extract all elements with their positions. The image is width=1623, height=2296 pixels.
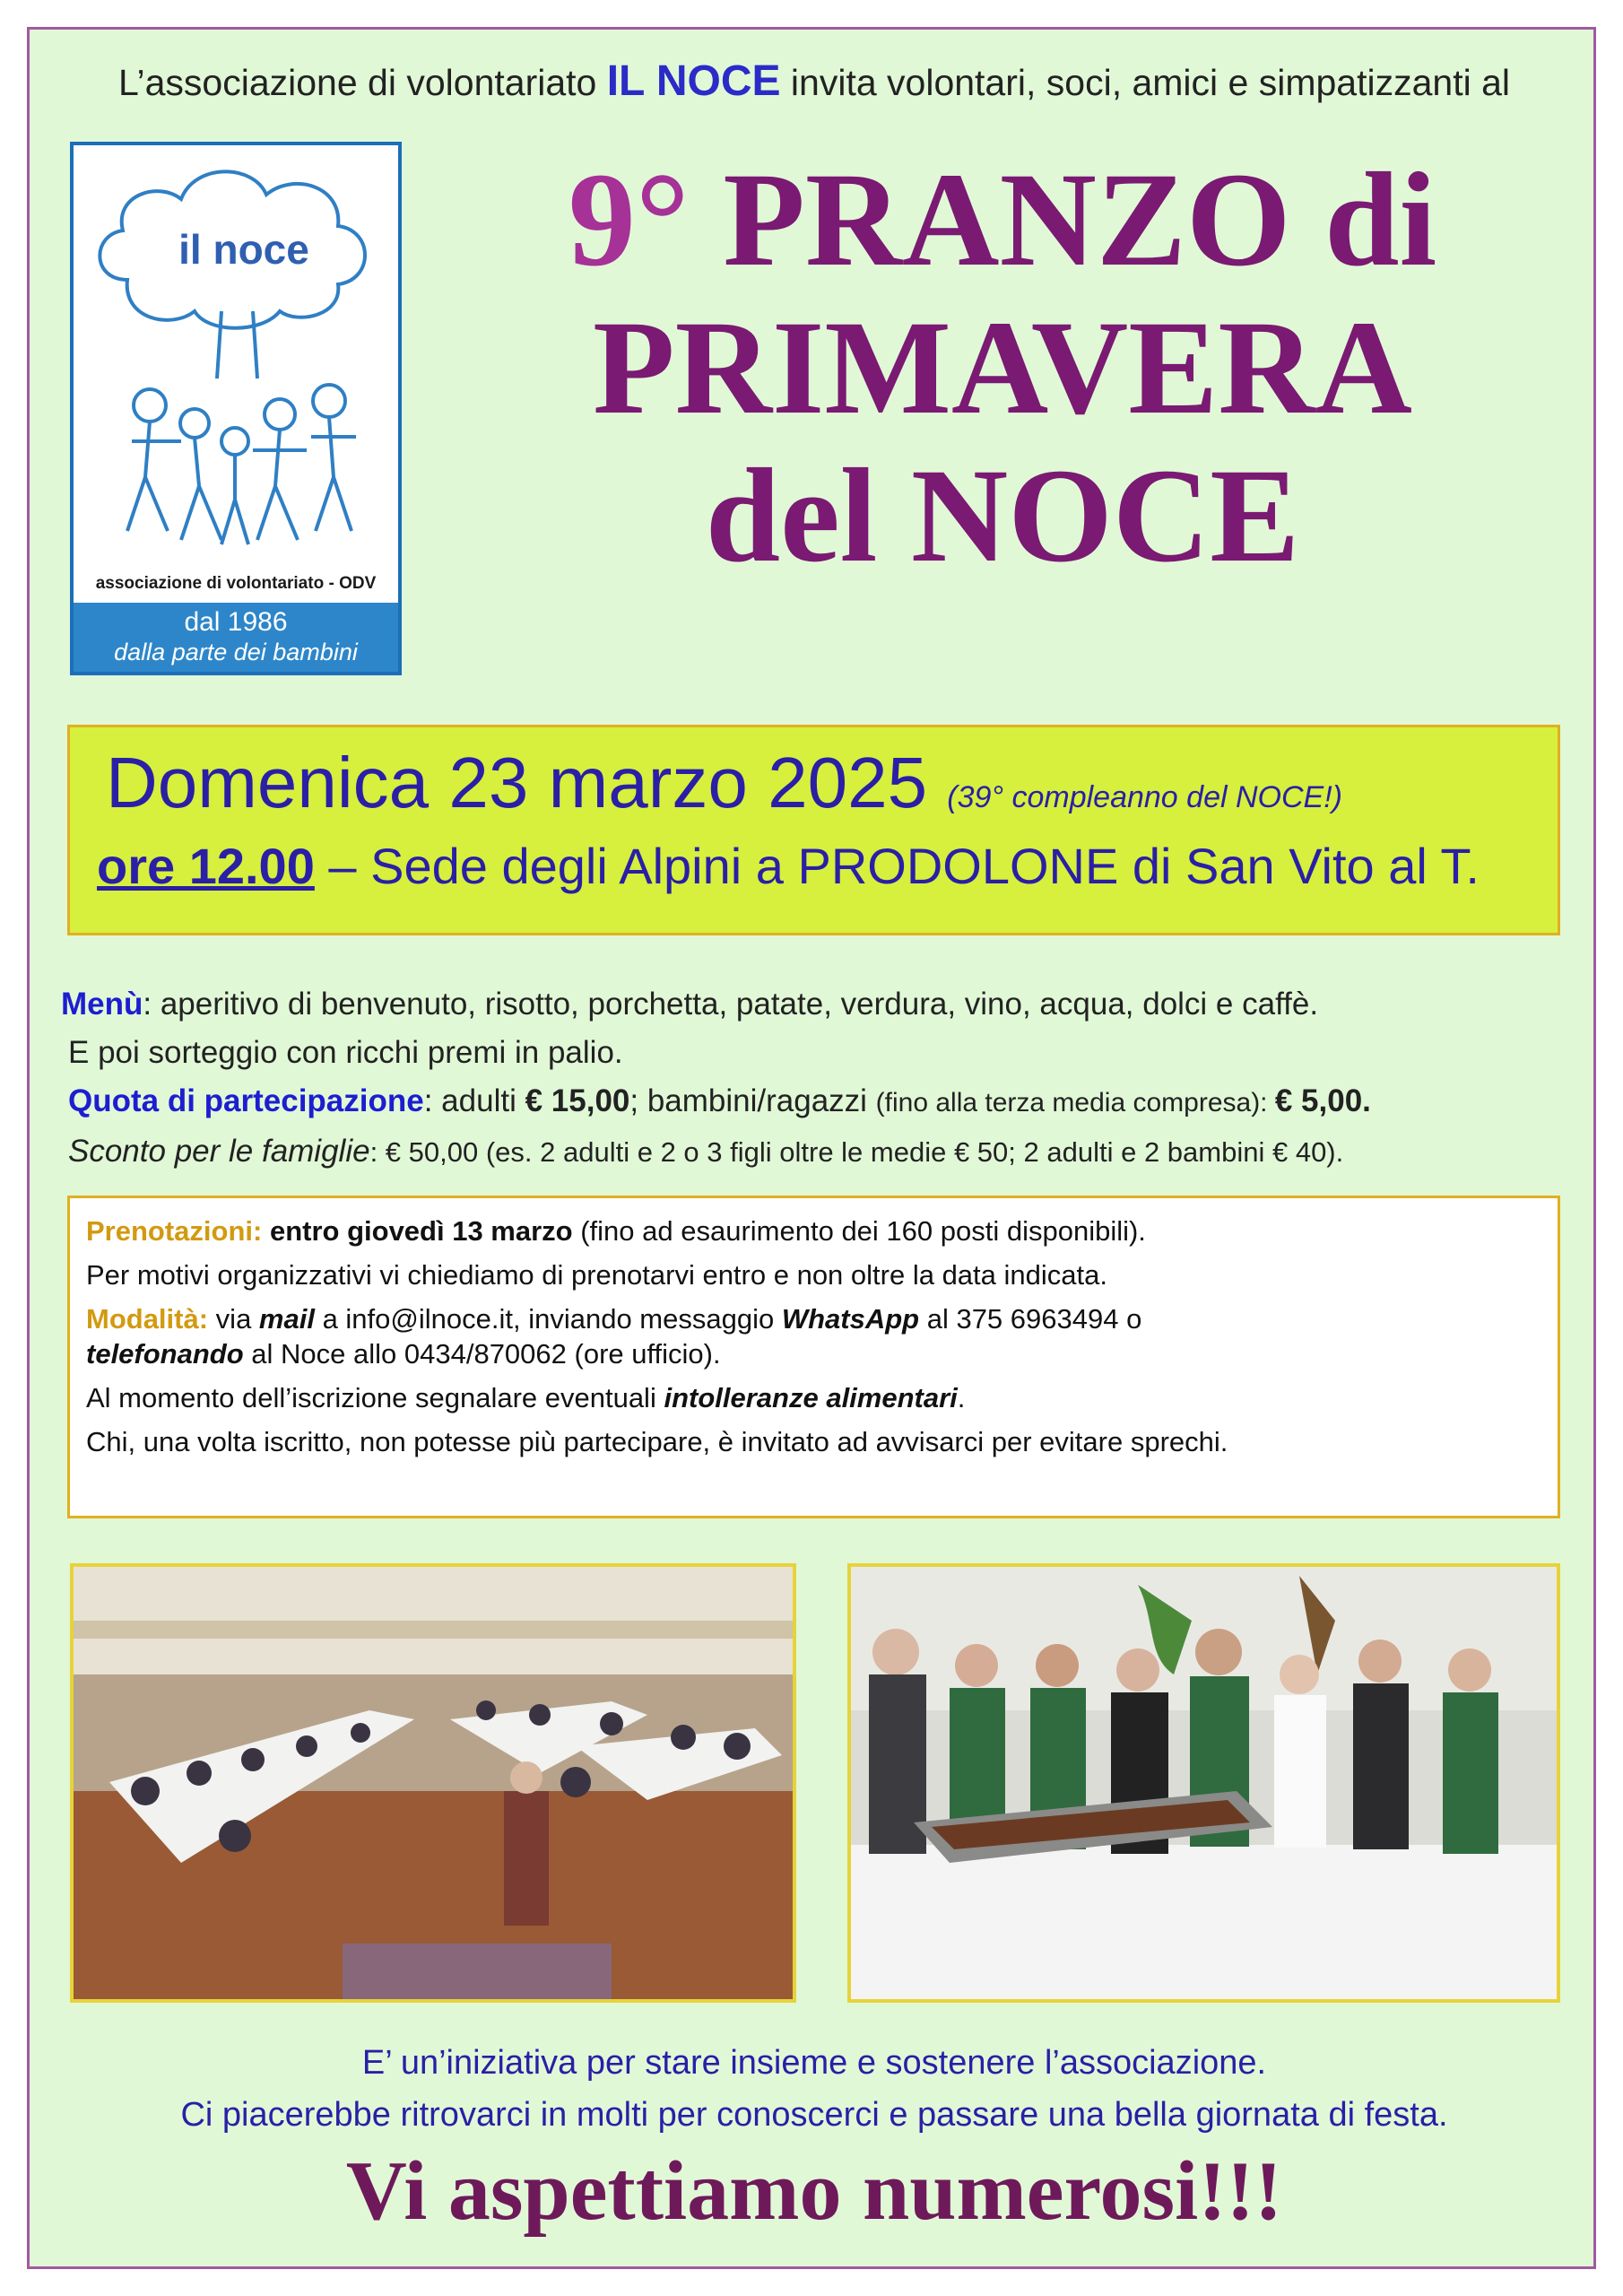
final-invite: Vi aspettiamo numerosi!!!	[345, 2144, 1283, 2238]
discount-line: Sconto per le famiglie: € 50,00 (es. 2 adulti e 2 o 3 figli oltre le medie € 50; 2 adulti e 2 bambini € 40).	[68, 1134, 1344, 1169]
photo-dining-hall	[70, 1563, 796, 2003]
event-date: Domenica 23 marzo 2025 (39° compleanno del NOCE!)	[106, 743, 1342, 822]
logo-band	[74, 603, 398, 672]
logo-since: dal 1986	[184, 607, 288, 637]
intro-line: L’associazione di volontariato IL NOCE invita volontari, soci, amici e simpatizzanti al	[117, 57, 1511, 105]
logo-name: il noce	[178, 226, 309, 273]
org-name: IL NOCE	[606, 57, 781, 105]
closing-text: E’ un’iniziativa per stare insieme e sostenere l’associazione. Ci piacerebbe ritrovarci in molti per conoscerci e passare una bella giornata di festa.	[180, 2044, 1448, 2134]
menu-section	[61, 980, 1585, 1177]
quota-line: Quota di partecipazione: adulti € 15,00; bambini/ragazzi (fino alla terza media compresa): € 5,00.	[68, 1083, 1371, 1118]
lottery-line: E poi sorteggio con ricchi premi in palio.	[68, 1035, 623, 1070]
event-time-location	[97, 837, 1480, 895]
phone-number[interactable]: al Noce allo 0434/870062 (ore ufficio).	[243, 1338, 721, 1370]
booking-box: Prenotazioni: entro giovedì 13 marzo (fino ad esaurimento dei 160 posti disponibili). Per motivi organizzativi vi chiediamo di prenotarvi entro e non oltre la data indicata. Modalità: via mail a info@ilnoce.it, inviando messaggio WhatsApp al 375 6963494 o telefonando al Noce allo 0434/870062 (ore ufficio). Al momento dell’iscrizione segnalare eventuali intolleranze alimentari. Chi, una volta iscritto, non potesse più partecipare, è invitato ad avvisarci per evitare sprechi.	[67, 1196, 1560, 1518]
event-note: (39° compleanno del NOCE!)	[947, 780, 1342, 814]
logo-subtitle: associazione di volontariato - ODV	[95, 574, 377, 593]
tree-children-icon	[74, 145, 398, 567]
association-logo	[70, 142, 402, 675]
poster	[27, 27, 1596, 2269]
page-title: 9° PRANZO di PRIMAVERA del NOCE	[568, 145, 1437, 590]
logo-slogan: dalla parte dei bambini	[114, 639, 358, 665]
photo-cooks-porchetta	[847, 1563, 1560, 2003]
event-location: – Sede degli Alpini a PRODOLONE di San Vito al T.	[314, 838, 1480, 894]
menu-line: Menù: aperitivo di benvenuto, risotto, porchetta, patate, verdura, vino, acqua, dolci e caffè.	[61, 987, 1319, 1022]
whatsapp-number[interactable]: al 375 6963494 o	[919, 1303, 1142, 1335]
edition-number: 9°	[568, 145, 690, 294]
event-time: ore 12.00	[97, 838, 315, 894]
event-date-box	[67, 725, 1560, 935]
email-link[interactable]: a info@ilnoce.it, inviando messaggio	[314, 1303, 782, 1335]
